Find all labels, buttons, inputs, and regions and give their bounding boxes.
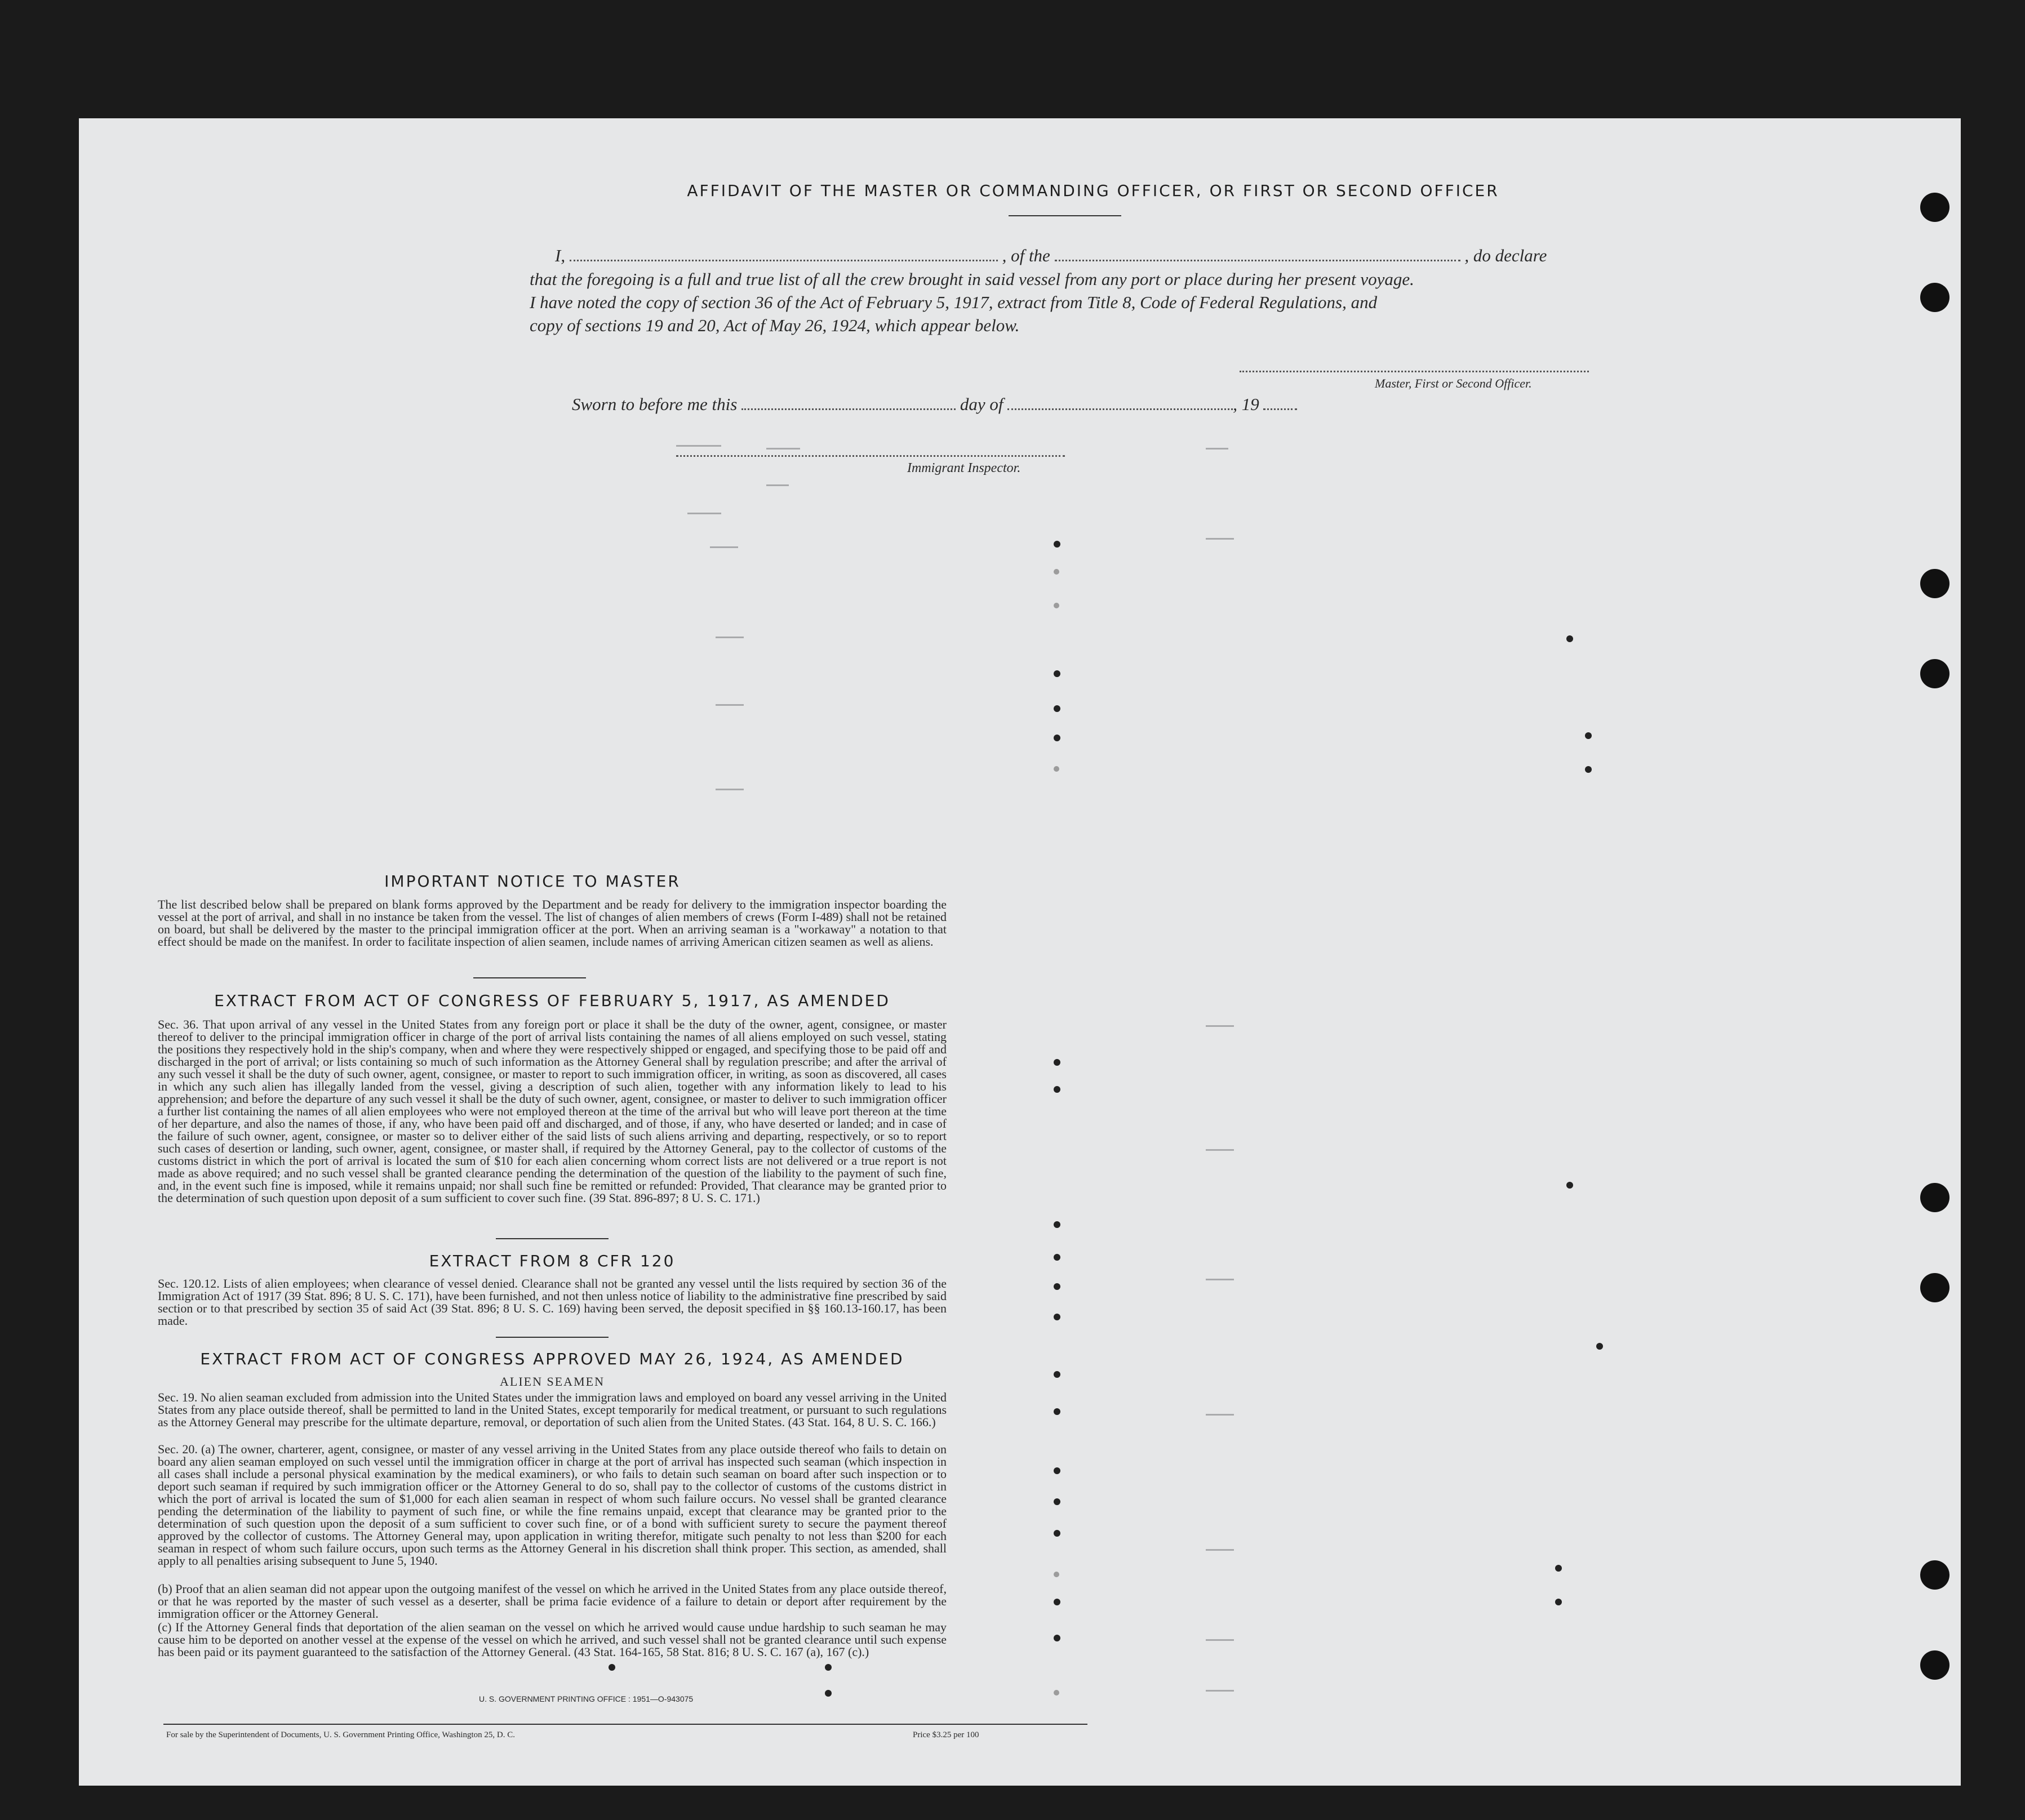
faint-speck [1054, 603, 1059, 608]
bleed-mark [1206, 1690, 1234, 1692]
binder-hole [1920, 569, 1949, 598]
extract-1924-title: EXTRACT FROM ACT OF CONGRESS APPROVED MAY 26, 1924, AS AMENDED [200, 1350, 904, 1368]
bleed-mark [1206, 538, 1234, 540]
affidavit-line-4: copy of sections 19 and 20, Act of May 26, 1924, which appear below. [530, 315, 1020, 335]
form-page [79, 118, 1961, 1786]
alien-seamen-subtitle: ALIEN SEAMEN [500, 1374, 605, 1389]
sworn-line [572, 394, 1297, 415]
bleed-mark [766, 484, 789, 486]
inspector-signature-line[interactable] [676, 455, 1065, 457]
title-underline [1009, 215, 1121, 216]
day-of-label: day of [960, 394, 1003, 414]
master-signature-label: Master, First or Second Officer. [1375, 376, 1532, 390]
footer-rule [163, 1724, 1087, 1725]
binder-hole [1920, 659, 1949, 688]
binder-hole [1920, 1183, 1949, 1212]
affidavit-line-2: that the foregoing is a full and true list of all the crew brought in said vessel from any port or place during her present voyage. [530, 269, 1414, 289]
ink-speck [1585, 766, 1592, 773]
affidavit-line-3: I have noted the copy of section 36 of the Act of February 5, 1917, extract from Title 8, Code of Federal Regulations, and [530, 292, 1378, 312]
ink-speck [1054, 735, 1060, 741]
ink-speck [1054, 1498, 1060, 1505]
sworn-month-field[interactable] [1007, 408, 1233, 410]
declare-label: , do declare [1464, 246, 1547, 265]
ink-speck [1596, 1343, 1603, 1350]
binder-hole [1920, 1273, 1949, 1302]
footer-sale: For sale by the Superintendent of Documents, U. S. Government Printing Office, Washington 25, D. C. [166, 1730, 515, 1739]
sworn-label: Sworn to before me this [572, 394, 738, 414]
ink-speck [609, 1664, 615, 1671]
extract-1924-sec20a: Sec. 20. (a) The owner, charterer, agent, consignee, or master of any vessel arriving in the United States from any place outside thereof who fails to detain on board any alien seaman employed on such vessel until the immigration officer in charge at the port of arrival has inspected such seaman (which inspection in all cases shall include a personal physical examination by the medical examiners), or who fails to detain such seaman on board after such inspection or to deport such seaman if required by such immigration officer or the Attorney General to do so, shall pay to the collector of customs of the customs district in which the port of arrival is located the sum of $1,000 for each alien seaman in respect of whom such failure occurs. No vessel shall be granted clearance pending the determination of the liability to payment of such fine, or while the fine remains unpaid, except that clearance may be granted prior to the determination of such question upon the deposit of a sum sufficient to cover such fine, or of a bond with sufficient surety to secure the payment thereof approved by the collector of customs. The Attorney General may, upon application in writing therefor, mitigate such penalty to not less than $200 for each seaman in respect of whom such failure occurs, upon such terms as the Attorney General in his discretion shall think proper. This section, as amended, shall apply to all penalties arising subsequent to June 5, 1940. [158, 1442, 947, 1568]
bleed-mark [1206, 1639, 1234, 1641]
sworn-year-field[interactable] [1263, 408, 1297, 410]
i-label: I, [555, 246, 566, 265]
ink-speck [1555, 1565, 1562, 1572]
bleed-mark [766, 448, 800, 450]
gpo-line: U. S. GOVERNMENT PRINTING OFFICE : 1951—O-943075 [479, 1694, 694, 1703]
ink-speck [825, 1664, 832, 1671]
bleed-mark [1206, 1025, 1234, 1027]
extract-1924-sec20b: (b) Proof that an alien seaman did not appear upon the outgoing manifest of the vessel on which he arrived in the United States from any place outside thereof, or that he was reported by the master of such vessel as a deserter, shall be prima facie evidence of a failure to detain or deport after requirement by the immigration officer or the Attorney General. [158, 1582, 947, 1621]
ink-speck [1585, 732, 1592, 739]
master-signature-line[interactable] [1240, 371, 1589, 372]
extract-cfr-title: EXTRACT FROM 8 CFR 120 [429, 1252, 676, 1270]
ink-speck [1054, 705, 1060, 712]
affidavit-title: AFFIDAVIT OF THE MASTER OR COMMANDING OFFICER, OR FIRST OR SECOND OFFICER [687, 181, 1499, 200]
ink-speck [1054, 1635, 1060, 1641]
ink-speck [1054, 1599, 1060, 1605]
ink-speck [1555, 1599, 1562, 1605]
ink-speck [1054, 1283, 1060, 1290]
ink-speck [1054, 541, 1060, 548]
divider-2 [496, 1238, 609, 1239]
vessel-name-field[interactable] [1055, 260, 1460, 261]
extract-1924-sec19: Sec. 19. No alien seaman excluded from admission into the United States under the immigration laws and employed on board any vessel arriving in the United States from any place outside thereof, shall be permitted to land in the United States, except temporarily for medical treatment, or pursuant to such regulations as the Attorney General may prescribe for the ultimate departure, removal, or deportation of such alien from the United States. (43 Stat. 164, 8 U. S. C. 166.) [158, 1390, 947, 1429]
of-the-label: , of the [1002, 246, 1050, 265]
faint-speck [1054, 1572, 1059, 1577]
bleed-mark [1206, 1149, 1234, 1151]
bleed-mark [1206, 1549, 1234, 1551]
year-label: , 19 [1233, 394, 1259, 414]
notice-title: IMPORTANT NOTICE TO MASTER [384, 872, 681, 891]
binder-hole [1920, 1650, 1949, 1680]
divider-3 [496, 1337, 609, 1338]
faint-speck [1054, 569, 1059, 575]
bleed-mark [1206, 448, 1228, 450]
extract-1924-sec20c: (c) If the Attorney General finds that deportation of the alien seaman on the vessel on which he arrived would cause undue hardship to such seaman he may cause him to be deported on another vessel at the expense of the vessel on which he arrived, and such vessel shall not be granted clearance until such expense has been paid or its payment guaranteed to the satisfaction of the Attorney General. (43 Stat. 164-165, 58 Stat. 816; 8 U. S. C. 167 (a), 167 (c).) [158, 1620, 947, 1659]
bleed-mark [716, 637, 744, 638]
inspector-signature-label: Immigrant Inspector. [907, 461, 1021, 475]
ink-speck [1054, 1059, 1060, 1066]
bleed-mark [1206, 1414, 1234, 1416]
bleed-mark [710, 546, 738, 548]
ink-speck [1054, 1467, 1060, 1474]
bleed-mark [676, 445, 721, 447]
ink-speck [1054, 1221, 1060, 1228]
ink-speck [1054, 1371, 1060, 1378]
divider-1 [473, 977, 586, 978]
ink-speck [1054, 1086, 1060, 1093]
ink-speck [1566, 635, 1573, 642]
officer-name-field[interactable] [570, 260, 998, 261]
bleed-mark [716, 704, 744, 706]
faint-speck [1054, 766, 1059, 772]
affidavit-line-1 [555, 246, 1547, 266]
ink-speck [1054, 1408, 1060, 1415]
sworn-day-field[interactable] [741, 408, 956, 410]
footer-price: Price $3.25 per 100 [913, 1730, 979, 1739]
ink-speck [1054, 1314, 1060, 1320]
faint-speck [1054, 1690, 1059, 1696]
ink-speck [1054, 1530, 1060, 1537]
ink-speck [1054, 1254, 1060, 1261]
binder-hole [1920, 193, 1949, 222]
bleed-mark [687, 513, 721, 514]
bleed-mark [1206, 1279, 1234, 1280]
extract-cfr-text: Sec. 120.12. Lists of alien employees; when clearance of vessel denied. Clearance shall not be granted any vessel until the lists required by section 36 of the Immigration Act of 1917 (39 Stat. 896; 8 U. S. C. 171), have been furnished, and not then unless notice of liability to the administrative fine prescribed by said section or to that prescribed by section 35 of said Act (39 Stat. 896; 8 U. S. C. 169) having been served, the deposit specified in §§ 160.13-160.17, has been made. [158, 1276, 947, 1328]
bleed-mark [716, 789, 744, 790]
notice-text: The list described below shall be prepared on blank forms approved by the Department and be ready for delivery to the immigration inspector boarding the vessel at the port of arrival, and shall in no instance be taken from the vessel. The list of changes of alien members of crews (Form I-489) shall not be retained on board, but shall be delivered by the master to the principal immigration officer at the port. When an arriving seaman is a "workaway" a notation to that effect should be made on the manifest. In order to facilitate inspection of alien seamen, include names of arriving American citizen seamen as well as aliens. [158, 897, 947, 949]
extract-1917-title: EXTRACT FROM ACT OF CONGRESS OF FEBRUARY 5, 1917, AS AMENDED [214, 991, 890, 1010]
ink-speck [1566, 1182, 1573, 1189]
binder-hole [1920, 283, 1949, 312]
binder-hole [1920, 1560, 1949, 1590]
ink-speck [825, 1690, 832, 1697]
extract-1917-text: Sec. 36. That upon arrival of any vessel in the United States from any foreign port or place it shall be the duty of the owner, agent, consignee, or master thereof to deliver to the principal immigration officer in charge of the port of arrival lists containing the names of all aliens employed on such vessel, stating the positions they respectively hold in the ship's company, when and where they were respectively shipped or engaged, and specifying those to be paid off and discharged in the port of arrival; or lists containing so much of such information as the Attorney General shall by regulation prescribe; and after the arrival of any such vessel it shall be the duty of such owner, agent, consignee, or master to report to such immigration officer, in writing, as soon as discovered, all cases in which any such alien has illegally landed from the vessel, giving a description of such alien, together with any information likely to lead to his apprehension; and before the departure of any such vessel it shall be the duty of such owner, agent, consignee, or master to deliver to such immigration officer a further list containing the names of all alien employees who were not employed thereon at the time of the arrival but who will leave port thereon at the time of her departure, and also the names of those, if any, who have been paid off and discharged, and of those, if any, who have deserted or landed; and in case of the failure of such owner, agent, consignee, or master so to deliver either of the said lists of such aliens arriving and departing, respectively, or so to report such cases of desertion or landing, such owner, agent, consignee, or master shall, if required by the Attorney General, pay to the collector of customs of the customs district in which the port of arrival is located the sum of $10 for each alien concerning whom correct lists are not delivered or a true report is not made as above required; and no such vessel shall be granted clearance pending the determination of the question of the liability to the payment of such fine, and, in the event such fine is imposed, while it remains unpaid; nor shall such fine be remitted or refunded: Provided, That clearance may be granted prior to the determination of such question upon deposit of a sum sufficient to cover such fine. (39 Stat. 896-897; 8 U. S. C. 171.) [158, 1017, 947, 1205]
ink-speck [1054, 670, 1060, 677]
